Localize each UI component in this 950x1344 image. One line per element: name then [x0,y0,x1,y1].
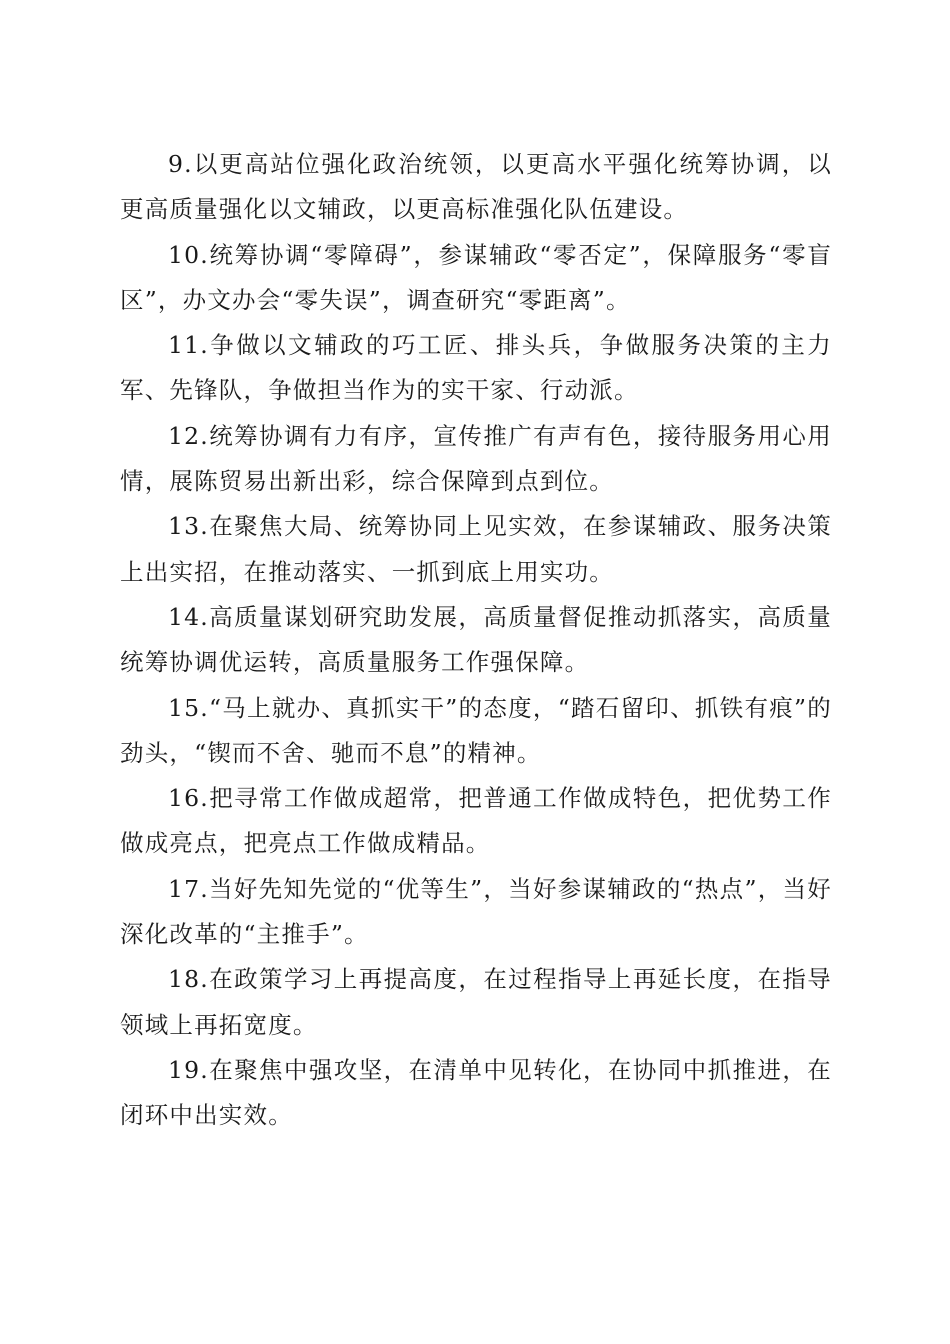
document-body [120,142,832,1139]
paragraph-15: 15.“马上就办、真抓实干”的态度，“踏石留印、抓铁有痕”的劲头，“锲而不舍、驰而不息”的精神。 [120,693,832,767]
paragraph-19: 19.在聚焦中强攻坚，在清单中见转化，在协同中抓推进，在闭环中出实效。 [120,1055,832,1130]
paragraph-16: 16.把寻常工作做成超常，把普通工作做成特色，把优势工作做成亮点，把亮点工作做成精品。 [120,784,832,858]
paragraph-10: 10.统筹协调“零障碍”，参谋辅政“零否定”，保障服务“零盲区”，办文办会“零失误”，调查研究“零距离”。 [120,240,832,314]
paragraph-11: 11.争做以文辅政的巧工匠、排头兵，争做服务决策的主力军、先锋队，争做担当作为的实干家、行动派。 [120,331,832,405]
paragraph-14: 14.高质量谋划研究助发展，高质量督促推动抓落实，高质量统筹协调优运转，高质量服务工作强保障。 [120,602,832,677]
paragraph-12: 12.统筹协调有力有序，宣传推广有声有色，接待服务用心用情，展陈贸易出新出彩，综合保障到点到位。 [120,421,832,496]
paragraph-9: 9.以更高站位强化政治统领，以更高水平强化统筹协调，以更高质量强化以文辅政，以更高标准强化队伍建设。 [120,150,832,224]
paragraph-18: 18.在政策学习上再提高度，在过程指导上再延长度，在指导领域上再拓宽度。 [120,965,832,1039]
paragraph-17: 17.当好先知先觉的“优等生”，当好参谋辅政的“热点”，当好深化改革的“主推手”。 [120,874,832,949]
paragraph-13: 13.在聚焦大局、统筹协同上见实效，在参谋辅政、服务决策上出实招，在推动落实、一抓到底上用实功。 [120,512,832,586]
